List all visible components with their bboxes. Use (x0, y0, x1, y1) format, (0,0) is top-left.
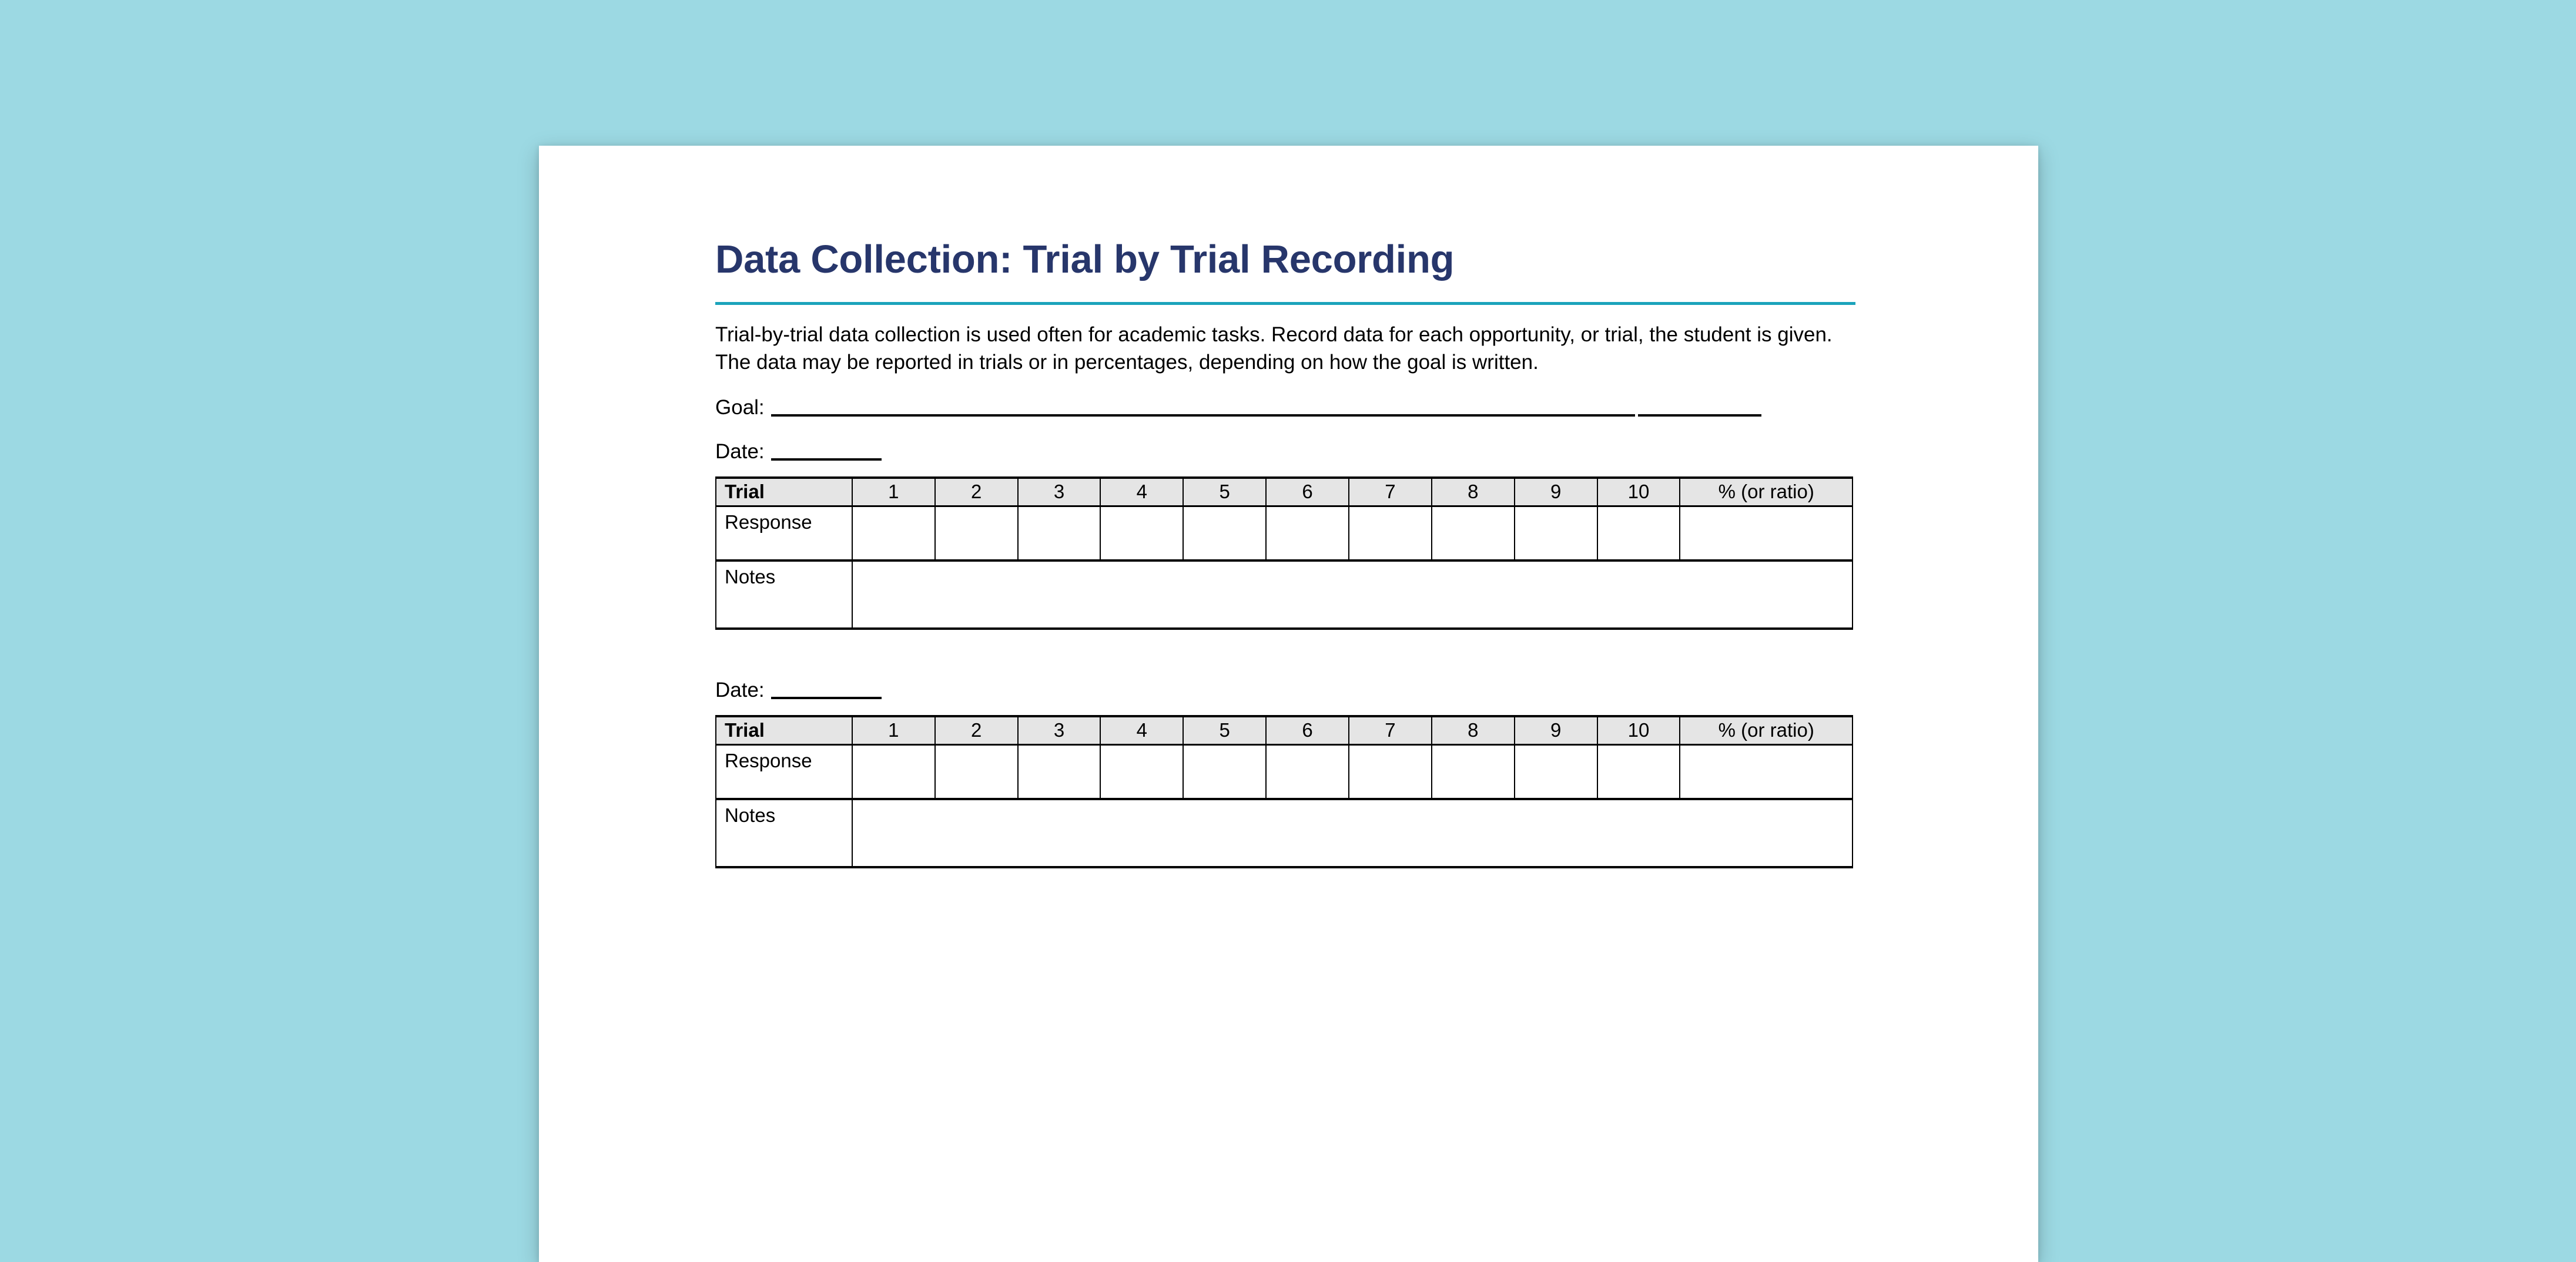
column-header-4: 4 (1100, 478, 1183, 506)
column-header-10: 10 (1597, 716, 1680, 745)
response-cell-8[interactable] (1432, 745, 1515, 799)
document-content (715, 237, 1855, 868)
response-cell-4[interactable] (1100, 506, 1183, 560)
goal-rule-segment-b (1638, 414, 1761, 417)
table-row-notes (716, 799, 1853, 867)
date-rule-segment-1 (771, 458, 882, 461)
column-header-1: 1 (852, 478, 935, 506)
table-row-notes (716, 560, 1853, 629)
column-header-5: 5 (1183, 478, 1266, 506)
column-header-6: 6 (1266, 478, 1349, 506)
column-header-trial: Trial (716, 716, 852, 745)
intro-paragraph: Trial-by-trial data collection is used often for academic tasks. Record data for each opportunity, or trial, the student is given. The data may be reported in trials or in percentages, depending on how the goal is written. (715, 323, 1833, 374)
date-label-2: Date: (715, 678, 765, 702)
column-header-trial: Trial (716, 478, 852, 506)
response-cell-6[interactable] (1266, 745, 1349, 799)
column-header-9: 9 (1515, 478, 1597, 506)
response-cell-percent[interactable] (1680, 506, 1853, 560)
column-header-6: 6 (1266, 716, 1349, 745)
column-header-2: 2 (935, 478, 1018, 506)
response-cell-3[interactable] (1018, 506, 1101, 560)
response-cell-1[interactable] (852, 745, 935, 799)
response-cell-7[interactable] (1349, 745, 1432, 799)
date-blank-line-1[interactable] (771, 458, 882, 462)
column-header-1: 1 (852, 716, 935, 745)
column-header-8: 8 (1432, 716, 1515, 745)
date-rule-segment-2 (771, 697, 882, 699)
column-header-7: 7 (1349, 478, 1432, 506)
date-field-row-1 (715, 441, 1855, 462)
date-field-row-2 (715, 680, 1855, 700)
date-blank-line-2[interactable] (771, 697, 882, 700)
column-header-3: 3 (1018, 478, 1101, 506)
response-cell-6[interactable] (1266, 506, 1349, 560)
column-header-percent: % (or ratio) (1680, 716, 1853, 745)
response-cell-9[interactable] (1515, 506, 1597, 560)
column-header-percent: % (or ratio) (1680, 478, 1853, 506)
notes-cell[interactable] (852, 560, 1853, 629)
response-cell-2[interactable] (935, 506, 1018, 560)
trial-data-table-1 (715, 476, 1853, 630)
column-header-7: 7 (1349, 716, 1432, 745)
response-cell-3[interactable] (1018, 745, 1101, 799)
response-cell-1[interactable] (852, 506, 935, 560)
response-cell-4[interactable] (1100, 745, 1183, 799)
column-header-2: 2 (935, 716, 1018, 745)
document-page (539, 146, 2038, 1262)
title-divider (715, 302, 1855, 305)
column-header-5: 5 (1183, 716, 1266, 745)
table-row-response (716, 745, 1853, 799)
trial-data-table-2 (715, 715, 1853, 868)
column-header-8: 8 (1432, 478, 1515, 506)
response-cell-5[interactable] (1183, 745, 1266, 799)
table-header-row (716, 478, 1853, 506)
row-label-notes: Notes (716, 560, 852, 629)
goal-label: Goal: (715, 395, 765, 419)
table-row-response (716, 506, 1853, 560)
page-title: Data Collection: Trial by Trial Recording (715, 237, 1455, 281)
column-header-4: 4 (1100, 716, 1183, 745)
column-header-3: 3 (1018, 716, 1101, 745)
response-cell-10[interactable] (1597, 745, 1680, 799)
column-header-9: 9 (1515, 716, 1597, 745)
goal-rule-segment-a (771, 414, 1635, 417)
goal-blank-line[interactable] (771, 414, 1761, 418)
row-label-response: Response (716, 745, 852, 799)
response-cell-7[interactable] (1349, 506, 1432, 560)
response-cell-10[interactable] (1597, 506, 1680, 560)
response-cell-9[interactable] (1515, 745, 1597, 799)
column-header-10: 10 (1597, 478, 1680, 506)
table-header-row (716, 716, 1853, 745)
response-cell-5[interactable] (1183, 506, 1266, 560)
row-label-response: Response (716, 506, 852, 560)
response-cell-2[interactable] (935, 745, 1018, 799)
goal-field-row (715, 397, 1855, 418)
notes-cell[interactable] (852, 799, 1853, 867)
response-cell-8[interactable] (1432, 506, 1515, 560)
date-label-1: Date: (715, 439, 765, 463)
response-cell-percent[interactable] (1680, 745, 1853, 799)
row-label-notes: Notes (716, 799, 852, 867)
